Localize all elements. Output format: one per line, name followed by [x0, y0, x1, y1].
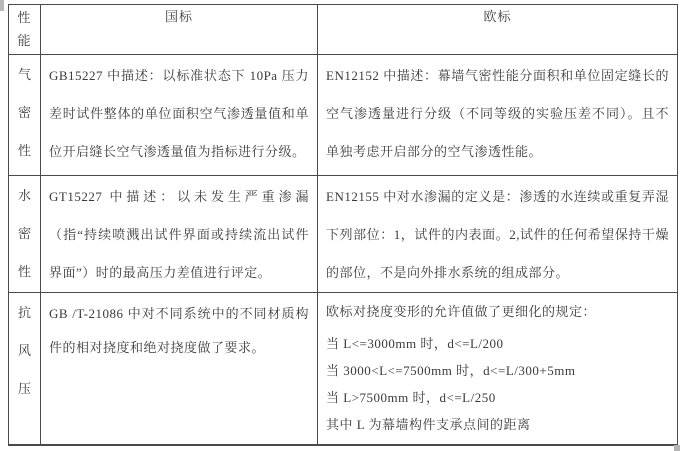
- header-performance: [9, 5, 41, 55]
- header-performance-char: 能: [17, 33, 32, 48]
- header-national-standard: [41, 5, 318, 55]
- cell-water-tightness-label: [9, 176, 41, 293]
- cell-wind-pressure-gb: GB /T-21086 中对不同系统中的不同材质构件的相对挠度和绝对挠度做了要求。: [41, 293, 318, 445]
- perf-char: 性: [17, 143, 31, 158]
- crop-artifact-bottom-right: [674, 445, 680, 451]
- standards-comparison-table: [8, 4, 678, 446]
- air-tightness-vertical-label: [10, 56, 39, 170]
- deflection-rule-note: 其中 L 为幕墙构件支承点间的距离: [326, 417, 531, 432]
- header-performance-label: [10, 6, 39, 52]
- perf-char: 压: [17, 381, 31, 396]
- header-performance-char: 性: [17, 10, 32, 25]
- perf-char: 性: [17, 264, 31, 279]
- water-tightness-vertical-label: [10, 177, 39, 291]
- perf-char: 密: [17, 226, 31, 241]
- perf-char: 密: [17, 105, 31, 120]
- table-row-water-tightness: [9, 176, 678, 293]
- table-row-air-tightness: [9, 55, 678, 176]
- wind-pressure-vertical-label: [10, 294, 39, 408]
- cell-water-tightness-gb: GT15227 中描述：以未发生严重渗漏（指“持续喷溅出试件界面或持续流出试件界面”）时的最高压力差值进行评定。: [41, 176, 318, 293]
- deflection-rule-3: 当 L>7500mm 时，d<=L/250: [326, 390, 496, 405]
- perf-char: 气: [17, 67, 31, 82]
- perf-char: 风: [17, 343, 31, 358]
- table-header-row: [9, 5, 678, 55]
- cell-air-tightness-gb: GB15227 中描述：以标准状态下 10Pa 压力差时试件整体的单位面积空气渗透量值和单位开启缝长空气渗透量值为指标进行分级。: [41, 55, 318, 176]
- cell-wind-pressure-eu: [318, 293, 678, 445]
- cell-water-tightness-eu: EN12155 中对水渗漏的定义是：渗透的水连续或重复弄湿下列部位：1，试件的内表面。2,试件的任何希望保持干燥的部位，不是向外排水系统的组成部分。: [318, 176, 678, 293]
- cell-air-tightness-label: [9, 55, 41, 176]
- header-european-standard-label: 欧标: [483, 9, 512, 24]
- header-national-standard-label: 国标: [164, 9, 193, 24]
- deflection-rule-2: 当 3000<L<=7500mm 时，d<=L/300+5mm: [326, 363, 576, 378]
- cell-wind-pressure-label: [9, 293, 41, 445]
- table-row-wind-pressure: [9, 293, 678, 445]
- deflection-rule-intro: 欧标对挠度变形的允许值做了更细化的规定：: [326, 304, 597, 319]
- cell-air-tightness-eu: EN12152 中描述：幕墙气密性能分面积和单位固定缝长的空气渗透量进行分级（不同等级的实验压差不同）。且不单独考虑开启部分的空气渗透性能。: [318, 55, 678, 176]
- perf-char: 水: [17, 188, 31, 203]
- crop-artifact-top-left: [0, 0, 4, 11]
- perf-char: 抗: [17, 305, 31, 320]
- header-european-standard: [318, 5, 678, 55]
- deflection-rule-1: 当 L<=3000mm 时，d<=L/200: [326, 336, 504, 351]
